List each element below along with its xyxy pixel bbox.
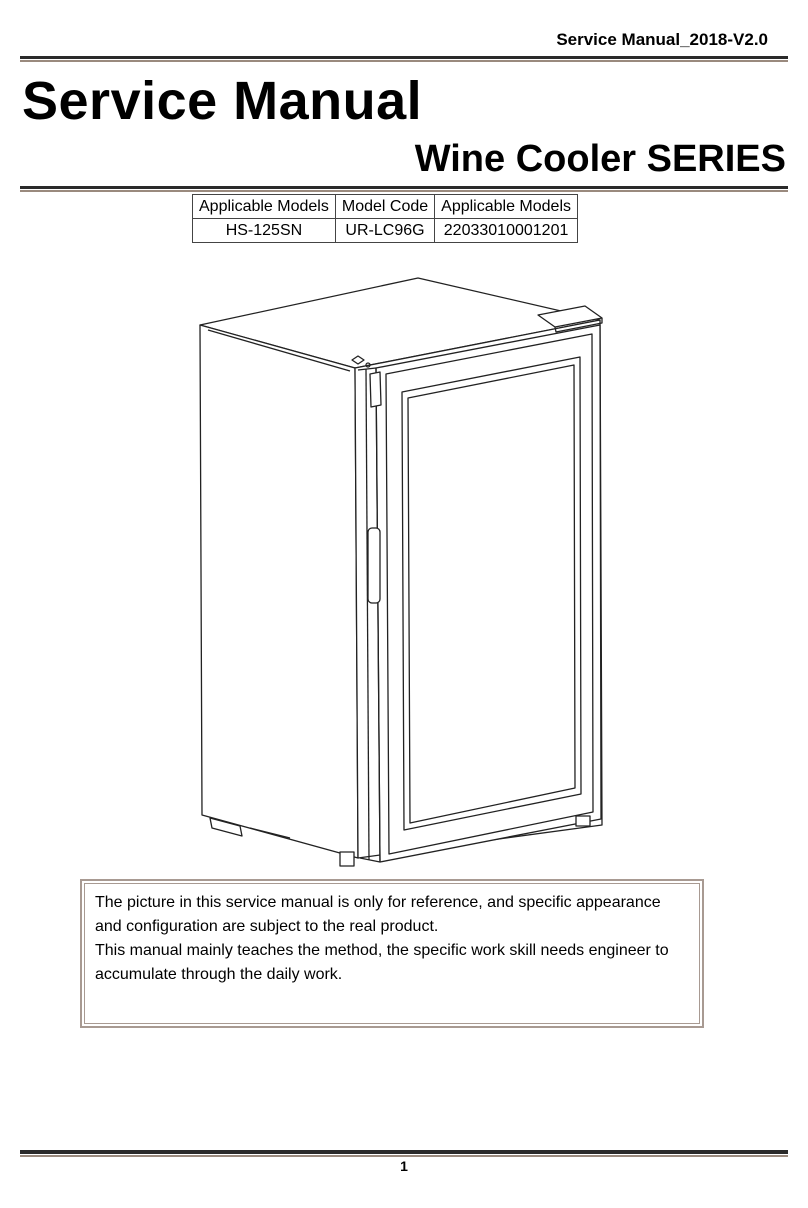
table-header-row	[193, 195, 578, 219]
table-cell: 22033010001201	[435, 219, 578, 243]
table-cell: UR-LC96G	[335, 219, 434, 243]
page-title: Service Manual	[22, 71, 423, 131]
header-rule	[20, 56, 788, 62]
title-rule	[20, 186, 788, 192]
notice-content	[84, 883, 700, 1024]
notice-line: The picture in this service manual is only for reference, and specific appearance and configuration are subject to the real product.	[95, 894, 661, 935]
page-number: 1	[400, 1158, 408, 1174]
notice-box	[80, 879, 704, 1028]
footer-rule	[20, 1150, 788, 1157]
models-table	[192, 194, 578, 243]
page-subtitle: Wine Cooler SERIES	[414, 138, 786, 180]
notice-line: This manual mainly teaches the method, the specific work skill needs engineer to accumulate through the daily work.	[95, 942, 669, 983]
wine-cooler-drawing	[180, 270, 620, 870]
table-cell: HS-125SN	[193, 219, 336, 243]
table-header-cell: Model Code	[335, 195, 434, 219]
table-row	[193, 219, 578, 243]
table-header-cell: Applicable Models	[435, 195, 578, 219]
table-header-cell: Applicable Models	[193, 195, 336, 219]
manual-version: Service Manual_2018-V2.0	[556, 30, 768, 49]
